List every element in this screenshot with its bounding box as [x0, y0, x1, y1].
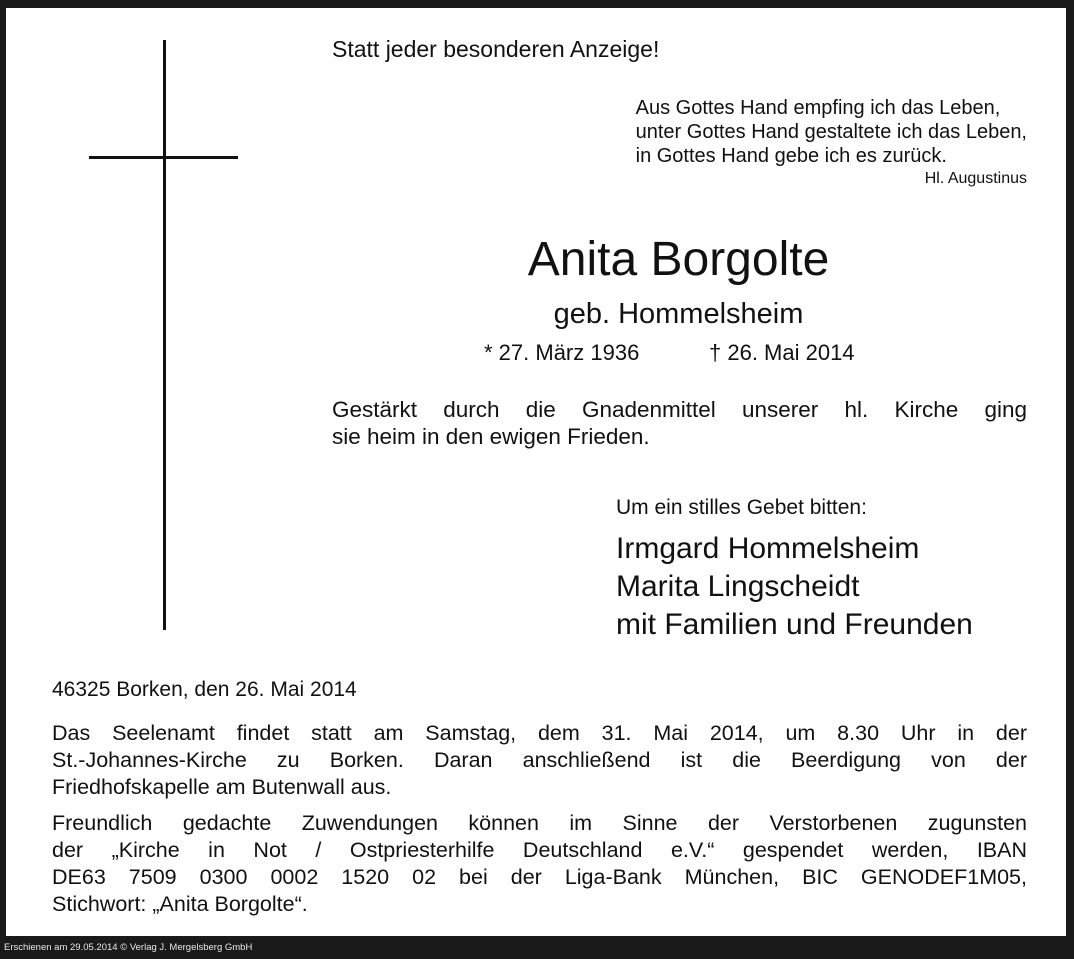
donations-line: Stichwort: „Anita Borgolte“.	[52, 892, 308, 916]
service-line: Friedhofskapelle am Butenwall aus.	[52, 775, 392, 799]
donations-paragraph	[52, 810, 1027, 918]
quote-source: Hl. Augustinus	[924, 170, 1027, 187]
donations-line: DE63 7509 0300 0002 1520 02 bei der Liga-Bank München, BIC GENODEF1M05,	[52, 865, 1027, 889]
service-paragraph	[52, 720, 1027, 801]
statement-line: sie heim in den ewigen Frieden.	[332, 424, 650, 449]
mourners-list	[616, 530, 973, 644]
statement-paragraph	[332, 396, 1027, 450]
cross-icon-horizontal-bar	[89, 156, 238, 159]
scripture-quote	[635, 96, 1027, 187]
place-and-date: 46325 Borken, den 26. Mai 2014	[52, 678, 357, 701]
deceased-name: Anita Borgolte	[527, 233, 830, 286]
statement-line: Gestärkt durch die Gnadenmittel unserer hl. Kirche ging	[332, 397, 1027, 422]
cross-icon-vertical-bar	[163, 40, 166, 630]
notice-headline: Statt jeder besonderen Anzeige!	[332, 36, 660, 62]
death-date: † 26. Mai 2014	[709, 340, 855, 365]
service-line: St.-Johannes-Kirche zu Borken. Daran anschließend ist die Beerdigung von der	[52, 748, 1027, 772]
birth-date: * 27. März 1936	[484, 340, 640, 365]
service-line: Das Seelenamt findet statt am Samstag, dem 31. Mai 2014, um 8.30 Uhr in der	[52, 721, 1027, 745]
donations-line: der „Kirche in Not / Ostpriesterhilfe Deutschland e.V.“ gespendet werden, IBAN	[52, 838, 1027, 862]
mourner-name: Marita Lingscheidt	[616, 570, 860, 603]
obituary-notice	[6, 8, 1066, 936]
publication-credit: Erschienen am 29.05.2014 © Verlag J. Mergelsberg GmbH	[4, 942, 253, 953]
donations-line: Freundlich gedachte Zuwendungen können im Sinne der Verstorbenen zugunsten	[52, 811, 1027, 835]
quote-line: unter Gottes Hand gestaltete ich das Leben,	[635, 121, 1027, 143]
quote-line: in Gottes Hand gebe ich es zurück.	[635, 145, 947, 167]
quote-line: Aus Gottes Hand empfing ich das Leben,	[635, 97, 1001, 119]
mourner-name: Irmgard Hommelsheim	[616, 532, 920, 565]
mourner-name: mit Familien und Freunden	[616, 608, 973, 641]
prayer-request: Um ein stilles Gebet bitten:	[616, 496, 867, 519]
maiden-name: geb. Hommelsheim	[553, 298, 804, 330]
